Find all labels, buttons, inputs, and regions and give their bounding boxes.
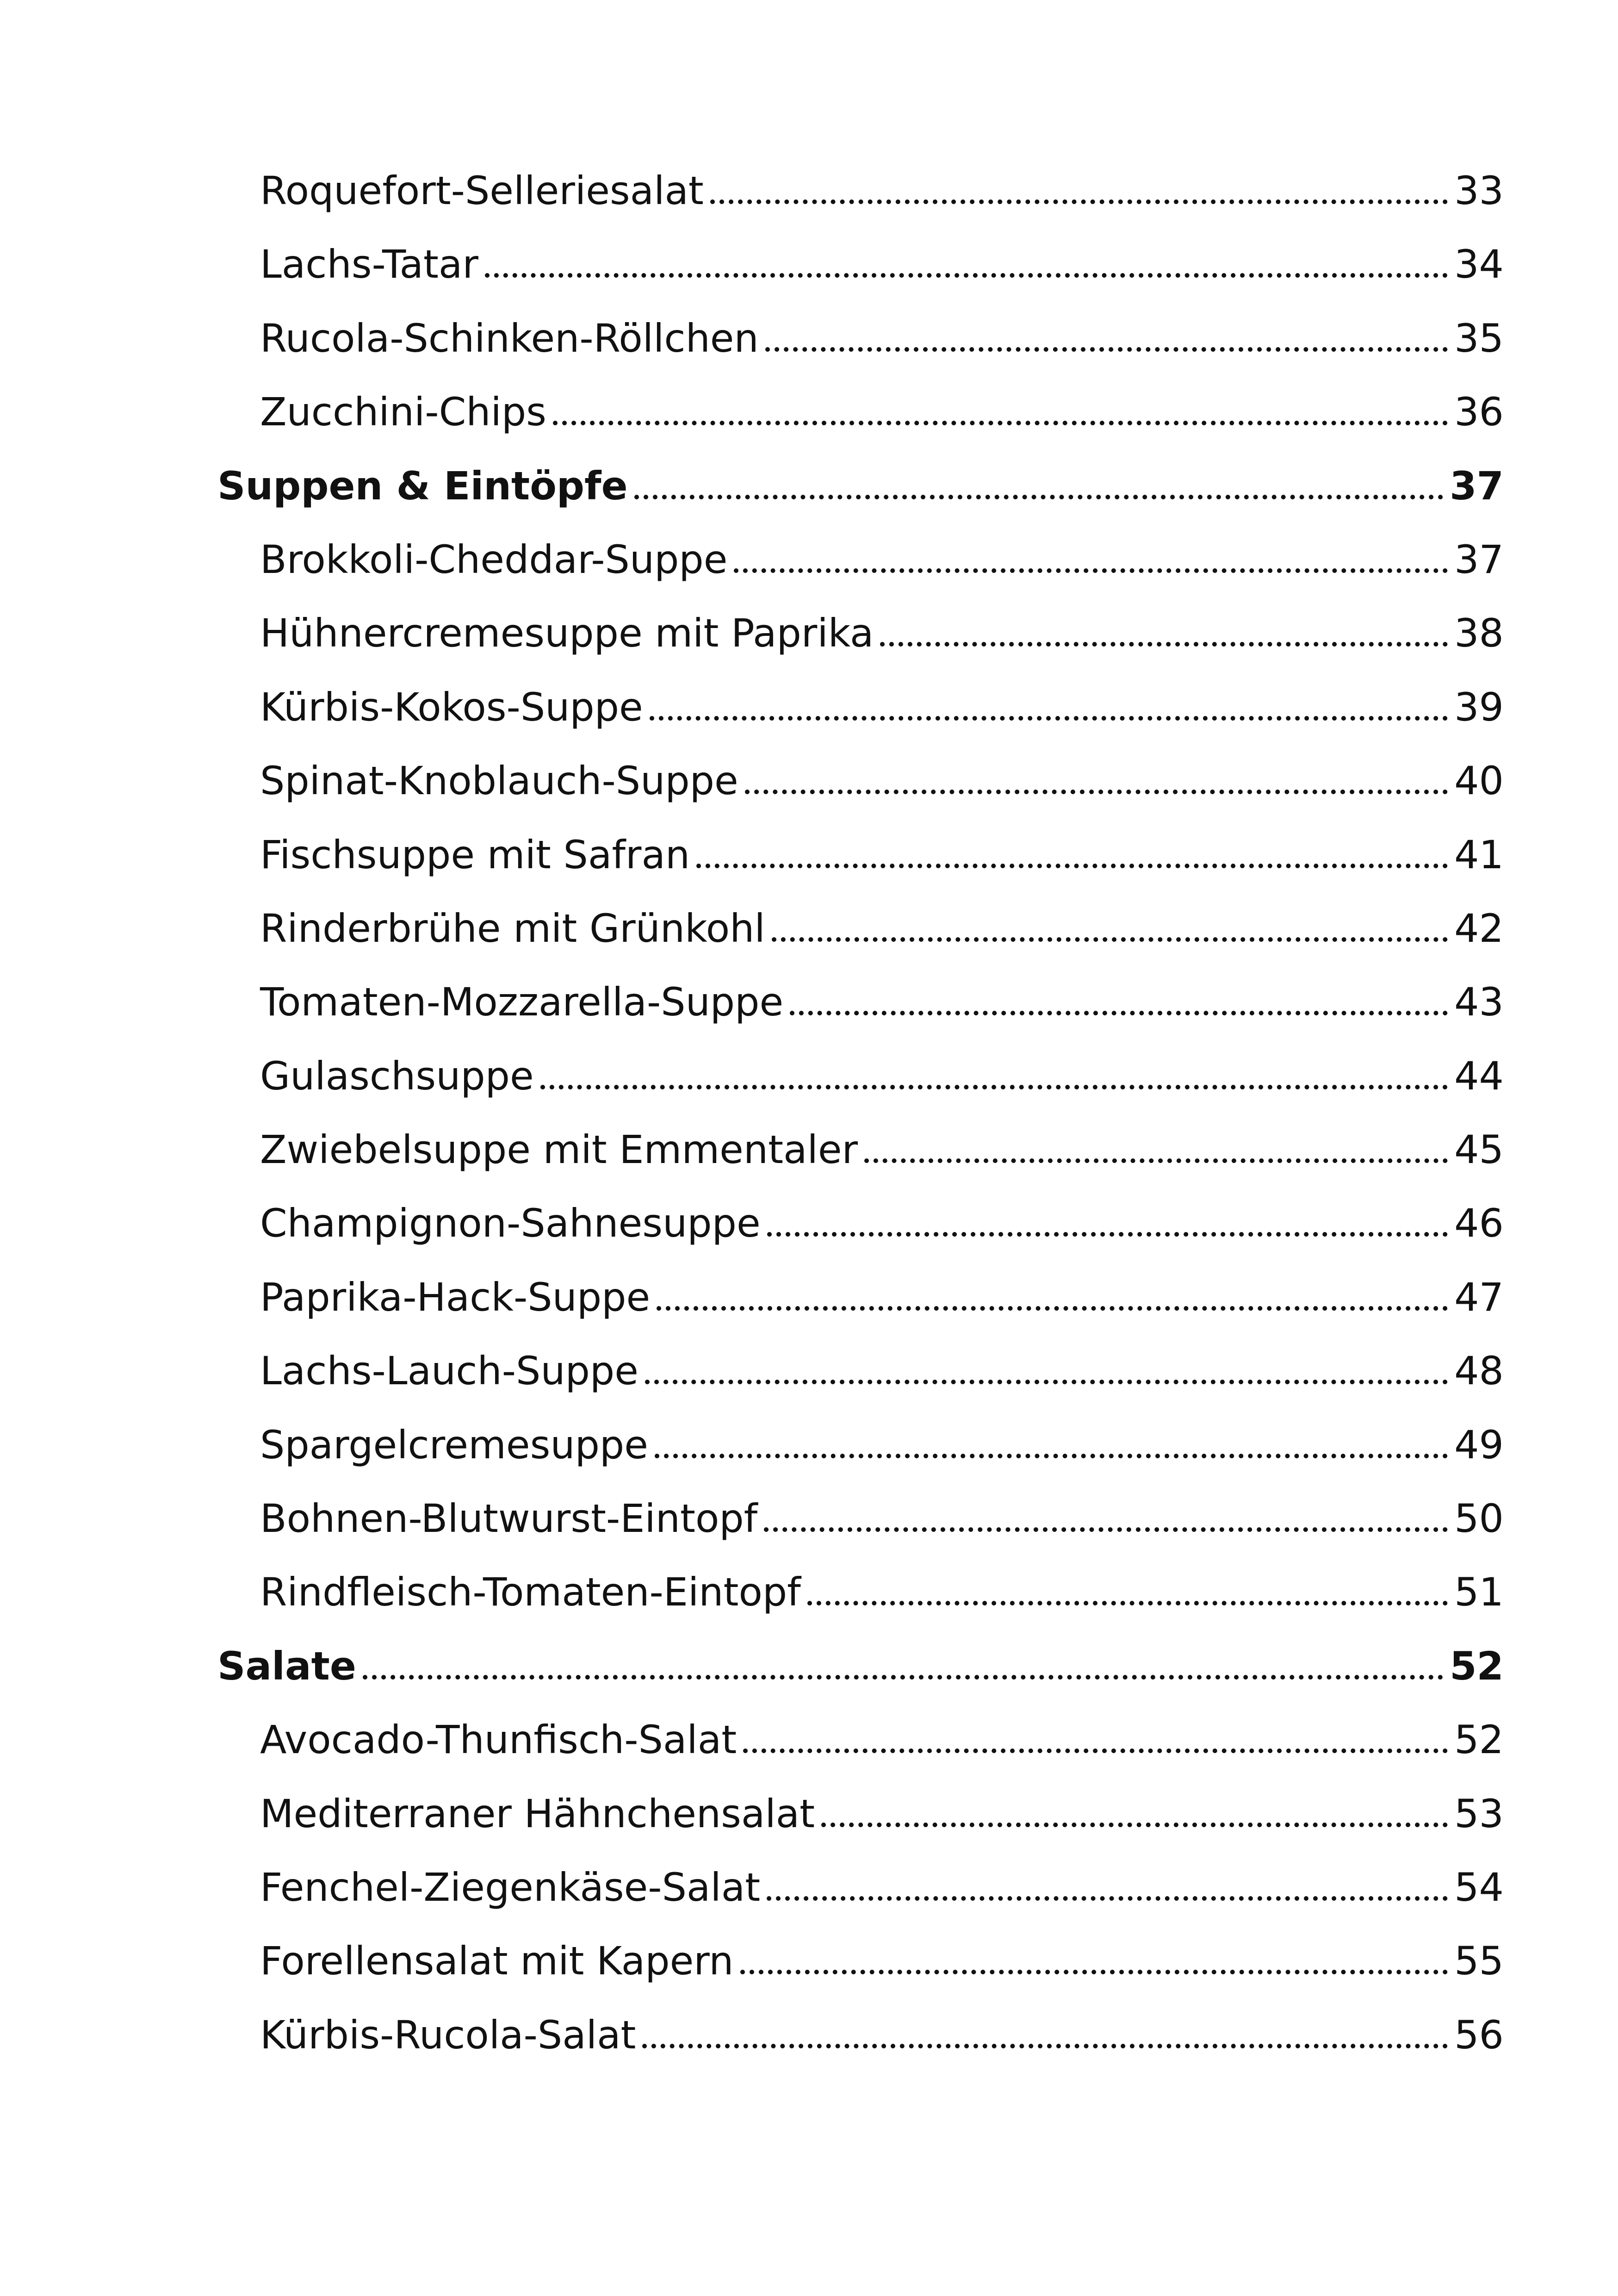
toc-entry-title: Kürbis-Rucola-Salat (260, 2012, 636, 2058)
dot-leader (645, 1380, 1448, 1384)
toc-entry-page: 49 (1454, 1422, 1504, 1468)
toc-entry (217, 744, 1504, 818)
toc-entry-title: Lachs-Lauch-Suppe (260, 1348, 639, 1394)
toc-entry-title: Mediterraner Hähnchensalat (260, 1791, 815, 1836)
toc-entry-page: 40 (1454, 758, 1504, 804)
toc-entry (217, 1261, 1504, 1334)
toc-entry-page: 41 (1454, 832, 1504, 877)
toc-entry (217, 1777, 1504, 1851)
toc-entry-title: Paprika-Hack-Suppe (260, 1274, 651, 1320)
toc-entry-page: 50 (1454, 1496, 1504, 1542)
dot-leader (642, 2044, 1448, 2048)
dot-leader (650, 716, 1448, 721)
toc-section-title: Suppen & Eintöpfe (217, 463, 628, 509)
dot-leader (745, 790, 1448, 794)
dot-leader (743, 1748, 1448, 1753)
toc-entry-title: Hühnercremesuppe mit Paprika (260, 610, 874, 656)
toc-entry (217, 965, 1504, 1039)
toc-entry-title: Zucchini-Chips (260, 389, 546, 435)
toc-entry (217, 671, 1504, 744)
table-of-contents (217, 154, 1504, 2072)
toc-entry-title: Bohnen-Blutwurst-Eintopf (260, 1496, 758, 1542)
dot-leader (767, 1232, 1448, 1237)
toc-entry (217, 1187, 1504, 1260)
toc-entry-page: 37 (1454, 536, 1504, 582)
toc-entry-page: 51 (1454, 1569, 1504, 1615)
toc-entry (217, 375, 1504, 449)
toc-entry-title: Roquefort-Selleriesalat (260, 168, 704, 213)
toc-entry (217, 1998, 1504, 2072)
toc-entry-page: 42 (1454, 905, 1504, 951)
dot-leader (710, 199, 1448, 204)
dot-leader (634, 495, 1444, 499)
toc-entry-title: Kürbis-Kokos-Suppe (260, 684, 643, 730)
toc-entry (217, 523, 1504, 597)
toc-entry-title: Brokkoli-Cheddar-Suppe (260, 536, 728, 582)
toc-entry-page: 55 (1454, 1938, 1504, 1984)
toc-entry-title: Lachs-Tatar (260, 242, 478, 287)
toc-entry-page: 48 (1454, 1348, 1504, 1394)
toc-entry (217, 1556, 1504, 1629)
toc-entry-page: 46 (1454, 1201, 1504, 1246)
dot-leader (767, 1896, 1448, 1901)
toc-entry (217, 1703, 1504, 1777)
toc-entry-title: Avocado-Thunfisch-Salat (260, 1717, 737, 1763)
toc-entry-page: 36 (1454, 389, 1504, 435)
toc-entry-page: 39 (1454, 684, 1504, 730)
toc-entry (217, 818, 1504, 892)
toc-entry (217, 1039, 1504, 1113)
toc-entry-title: Forellensalat mit Kapern (260, 1938, 734, 1984)
dot-leader (363, 1675, 1443, 1680)
dot-leader (734, 568, 1448, 573)
toc-entry-page: 34 (1454, 242, 1504, 287)
dot-leader (553, 421, 1448, 425)
toc-entry-page: 33 (1454, 168, 1504, 213)
toc-entry (217, 302, 1504, 375)
toc-section-page: 52 (1450, 1643, 1504, 1689)
toc-section-title: Salate (217, 1643, 356, 1689)
dot-leader (772, 937, 1448, 942)
toc-entry-page: 45 (1454, 1127, 1504, 1173)
toc-entry (217, 1924, 1504, 1998)
dot-leader (657, 1306, 1448, 1311)
toc-entry (217, 1113, 1504, 1187)
toc-entry (217, 1482, 1504, 1556)
toc-entry-title: Rinderbrühe mit Grünkohl (260, 905, 765, 951)
dot-leader (696, 864, 1448, 868)
dot-leader (655, 1454, 1448, 1458)
toc-section-heading (217, 1630, 1504, 1703)
toc-entry (217, 154, 1504, 228)
toc-entry-page: 56 (1454, 2012, 1504, 2058)
toc-entry-title: Zwiebelsuppe mit Emmentaler (260, 1127, 858, 1173)
toc-entry-page: 53 (1454, 1791, 1504, 1836)
toc-entry (217, 1851, 1504, 1924)
toc-entry-title: Spargelcremesuppe (260, 1422, 648, 1468)
dot-leader (821, 1823, 1448, 1827)
toc-entry (217, 597, 1504, 670)
toc-entry (217, 228, 1504, 301)
toc-entry (217, 1408, 1504, 1482)
dot-leader (790, 1011, 1448, 1015)
toc-entry-page: 52 (1454, 1717, 1504, 1763)
dot-leader (807, 1601, 1448, 1605)
toc-section-page: 37 (1450, 463, 1504, 509)
dot-leader (740, 1970, 1448, 1974)
toc-entry-page: 43 (1454, 979, 1504, 1025)
dot-leader (864, 1158, 1448, 1163)
toc-entry (217, 892, 1504, 965)
toc-entry-title: Spinat-Knoblauch-Suppe (260, 758, 738, 804)
toc-entry-title: Gulaschsuppe (260, 1053, 534, 1099)
toc-entry-title: Champignon-Sahnesuppe (260, 1201, 761, 1246)
toc-entry (217, 1334, 1504, 1408)
toc-entry-title: Rindfleisch-Tomaten-Eintopf (260, 1569, 801, 1615)
dot-leader (880, 642, 1448, 647)
toc-section-heading (217, 449, 1504, 523)
toc-entry-page: 47 (1454, 1274, 1504, 1320)
toc-entry-title: Tomaten-Mozzarella-Suppe (260, 979, 784, 1025)
toc-entry-title: Fenchel-Ziegenkäse-Salat (260, 1864, 761, 1910)
toc-entry-title: Fischsuppe mit Safran (260, 832, 690, 877)
dot-leader (485, 273, 1448, 278)
toc-entry-page: 38 (1454, 610, 1504, 656)
dot-leader (540, 1085, 1448, 1089)
dot-leader (765, 347, 1448, 352)
toc-entry-page: 35 (1454, 315, 1504, 361)
toc-entry-page: 44 (1454, 1053, 1504, 1099)
toc-entry-title: Rucola-Schinken-Röllchen (260, 315, 759, 361)
toc-entry-page: 54 (1454, 1864, 1504, 1910)
dot-leader (764, 1527, 1448, 1532)
